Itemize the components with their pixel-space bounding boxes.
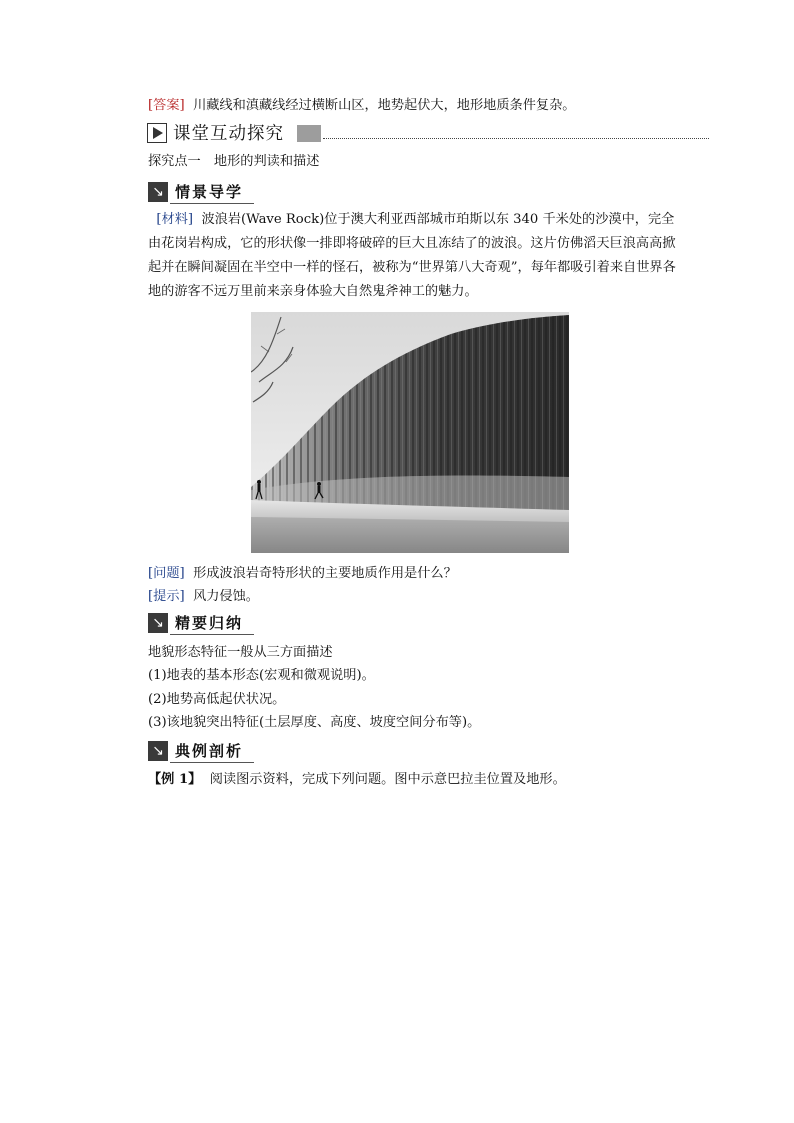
example-text: 阅读图示资料，完成下列问题。图中示意巴拉圭位置及地形。 bbox=[209, 772, 566, 787]
material-paragraph bbox=[148, 208, 682, 304]
arrow-icon: ↘ bbox=[148, 741, 168, 761]
play-icon bbox=[147, 123, 167, 143]
summary-item-2: (2)地势高低起伏状况。 bbox=[148, 692, 286, 707]
material-text: 波浪岩(Wave Rock)位于澳大利亚西部城市珀斯以东 340 千米处的沙漠中，完全由花岗岩构成，它的形状像一排即将破碎的巨大且冻结了的波浪。这片仿佛滔天巨浪高高掀起并在瞬间凝固在半空中一样的怪石，被称为“世界第八大奇观”，每年都吸引着来自世界各地的游客不远万里前来亲身体验大自然鬼斧神工的魅力。 bbox=[148, 212, 676, 299]
example-tag: 【例 1】 bbox=[148, 772, 202, 787]
example-paragraph bbox=[148, 768, 682, 792]
banner-dotted-rule bbox=[323, 138, 709, 139]
arrow-icon: ↘ bbox=[148, 613, 168, 633]
tab-underline bbox=[170, 203, 254, 204]
summary-item-1: (1)地表的基本形态(宏观和微观说明)。 bbox=[148, 668, 375, 683]
tab-underline bbox=[170, 762, 254, 763]
wave-rock-photo bbox=[251, 312, 569, 553]
banner-grey-block bbox=[297, 125, 321, 142]
material-tag: [材料] bbox=[156, 212, 194, 227]
question-text: 形成波浪岩奇特形状的主要地质作用是什么？ bbox=[193, 566, 457, 581]
summary-intro: 地貌形态特征一般从三方面描述 bbox=[148, 645, 333, 660]
question-paragraph bbox=[148, 562, 682, 586]
tab-summary-label: 精要归纳 bbox=[175, 614, 244, 632]
tab-example-label: 典例剖析 bbox=[175, 742, 244, 760]
hint-paragraph bbox=[148, 585, 682, 609]
arrow-icon: ↘ bbox=[148, 182, 168, 202]
answer-tag: [答案] bbox=[148, 98, 185, 113]
explore-point-heading: 探究点一 地形的判读和描述 bbox=[148, 154, 320, 169]
section-banner bbox=[147, 121, 709, 147]
answer-text: 川藏线和滇藏线经过横断山区，地势起伏大，地形地质条件复杂。 bbox=[193, 98, 576, 113]
tab-underline bbox=[170, 634, 254, 635]
tab-scenario-label: 情景导学 bbox=[175, 183, 244, 201]
summary-item-3: (3)该地貌突出特征(土层厚度、高度、坡度空间分布等)。 bbox=[148, 715, 481, 730]
hint-text: 风力侵蚀。 bbox=[193, 589, 259, 604]
question-tag: [问题] bbox=[148, 566, 185, 581]
answer-paragraph bbox=[148, 94, 682, 118]
hint-tag: [提示] bbox=[148, 589, 185, 604]
section-title: 课堂互动探究 bbox=[173, 124, 284, 144]
